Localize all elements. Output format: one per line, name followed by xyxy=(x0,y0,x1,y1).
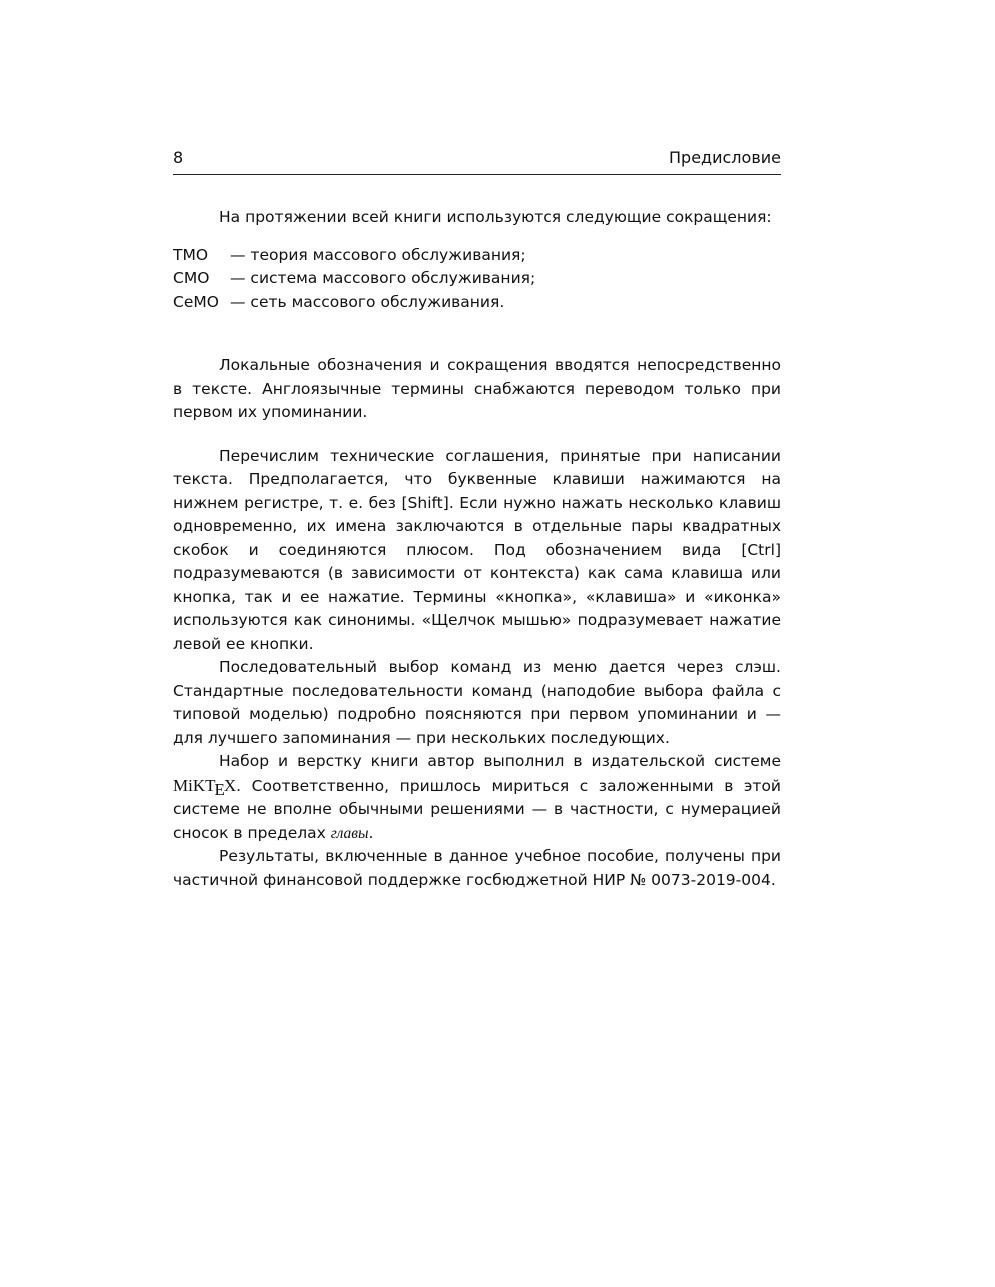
page-number: 8 xyxy=(173,148,184,167)
text-segment: . Соответственно, пришлось мириться с заложенными в этой системе не вполне обычными решениями — в частности, с нумерацией сносок в пределах xyxy=(173,776,781,842)
paragraph-tech-conventions xyxy=(173,445,781,657)
paragraph-local-notation: Локальные обозначения и сокращения вводятся непосредственно в тексте. Англоязычные термины снабжаются переводом только при первом их упоминании. xyxy=(173,356,781,421)
abbreviation-term: СМО xyxy=(173,269,210,287)
abbreviation-item xyxy=(173,244,781,268)
abbreviation-item xyxy=(173,267,781,291)
abbreviation-term: СеМО xyxy=(173,292,219,311)
text-segment: подразумеваются (в зависимости от контекста) как сама клавиша или кнопка, так и ее нажатие. Термины «кнопка», «клавиша» и «иконка» используются как синонимы. «Щелчок мышью» подразумевает нажатие левой ее кнопки. xyxy=(173,564,781,653)
text-segment: Перечислим технические соглашения, принятые при написании текста. Предполагается, что буквенные клавиши нажимаются на нижнем регистре, т. е. без xyxy=(173,446,781,512)
ctrl-key-label: [Ctrl] xyxy=(741,540,781,559)
abbreviation-term: ТМО xyxy=(173,245,209,264)
paragraph-menu-commands: Последовательный выбор команд из меню дается через слэш. Стандартные последовательности команд (наподобие выбора файла с типовой моделью) подробно поясняются при первом упоминании и — для лучшего запоминания — при нескольких последующих. xyxy=(173,658,781,747)
paragraph-typesetting xyxy=(173,750,781,845)
chapter-title: Предисловие xyxy=(669,148,781,167)
text-segment: . xyxy=(368,823,374,842)
text-segment: . Если нужно нажать несколько клавиш одновременно, их имена заключаются в отдельные пары квадратных скобок и соединяются плюсом. Под обозначением вида xyxy=(173,493,782,559)
running-header xyxy=(173,148,781,175)
abbreviation-definition: — сеть массового обслуживания. xyxy=(230,292,505,311)
abbreviation-definition: — теория массового обслуживания; xyxy=(230,245,526,264)
abbreviations-intro: На протяжении всей книги используются следующие сокращения: xyxy=(219,208,772,226)
abbreviations-list xyxy=(173,244,781,315)
main-text xyxy=(173,206,781,892)
abbreviation-item xyxy=(173,291,781,315)
miktex-logo: MiKTEX xyxy=(173,775,237,799)
paragraph-funding: Результаты, включенные в данное учебное пособие, получены при частичной финансовой поддержке госбюджетной НИР № 0073-2019-004. xyxy=(173,847,781,889)
abbreviation-definition: — система массового обслуживания; xyxy=(230,269,536,287)
chapter-word-emphasis: главы xyxy=(330,824,369,842)
shift-key-label: [Shift] xyxy=(401,493,449,512)
text-segment: Набор и верстку книги автор выполнил в издательской системе xyxy=(219,752,781,770)
